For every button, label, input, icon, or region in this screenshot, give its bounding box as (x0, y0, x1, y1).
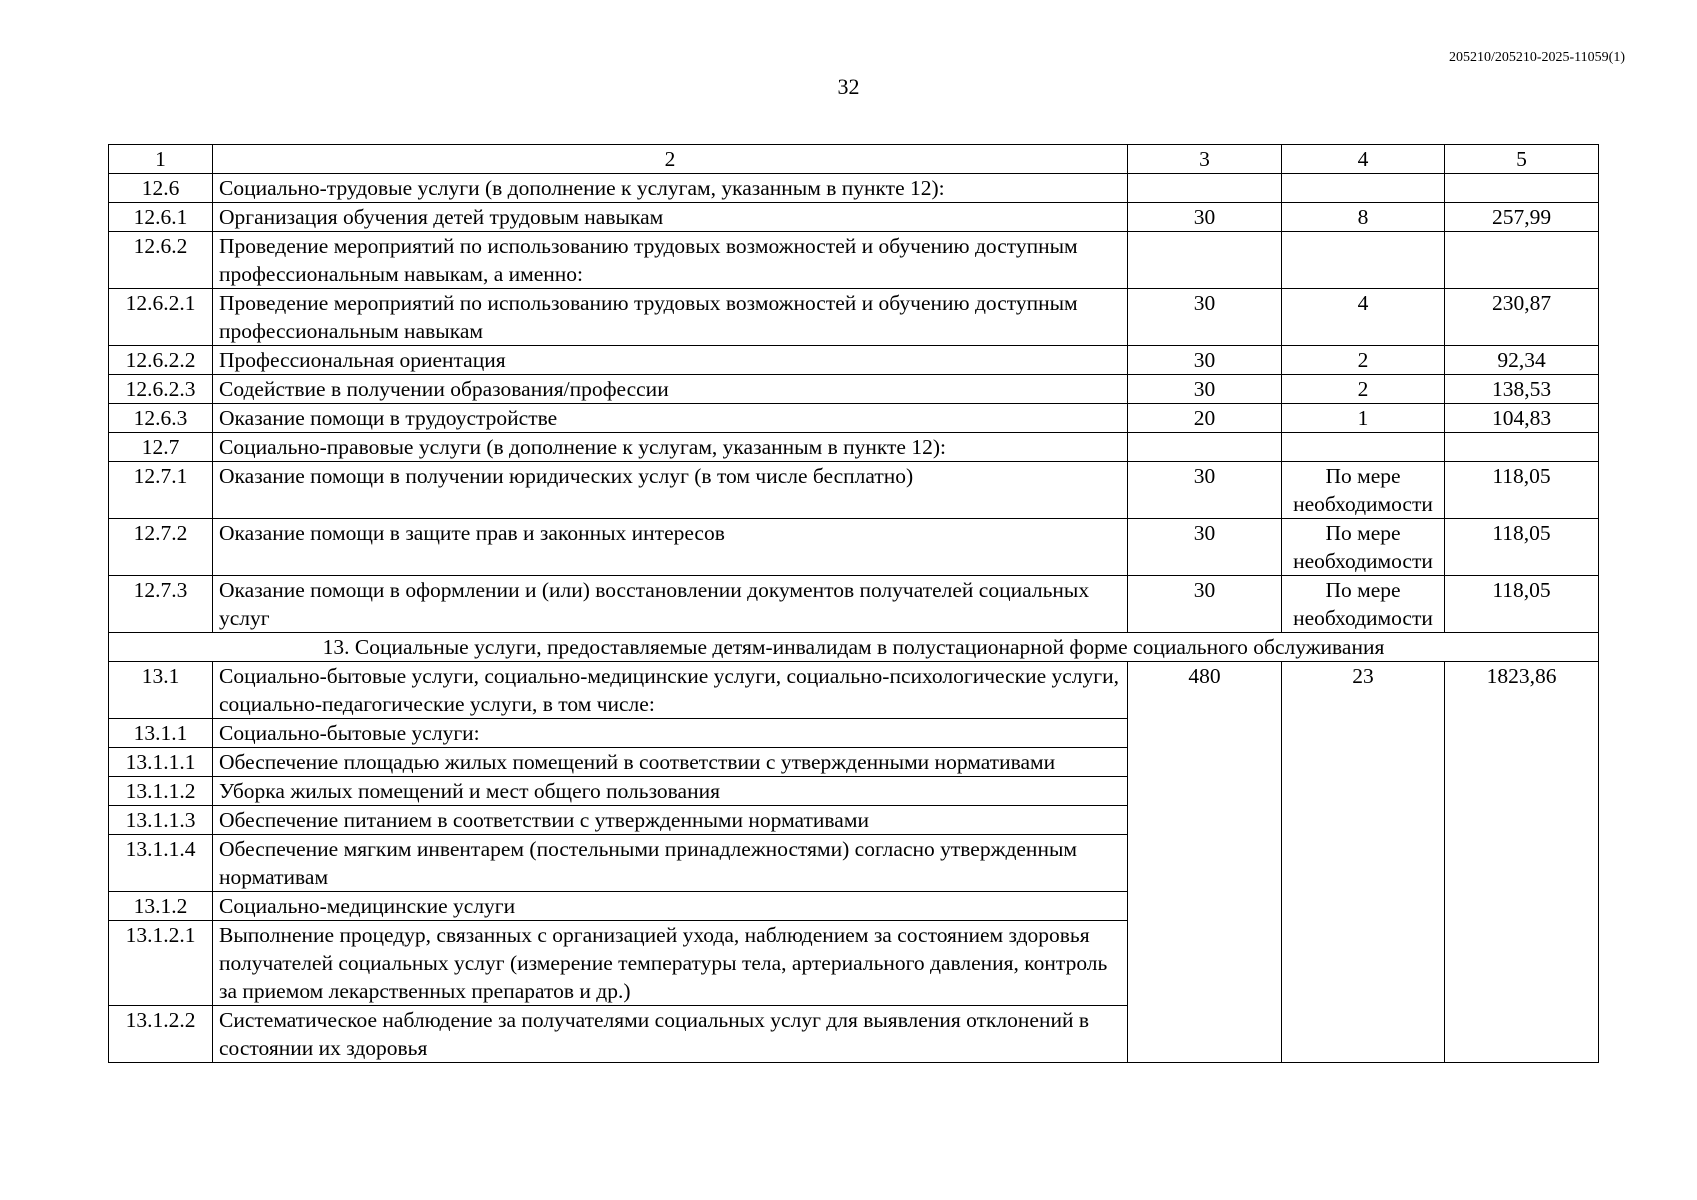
row-number: 12.6.2 (109, 232, 213, 289)
row-price: 118,05 (1445, 462, 1599, 519)
row-time: 30 (1128, 203, 1282, 232)
table-row (109, 404, 1599, 433)
row-number: 12.7.1 (109, 462, 213, 519)
row-service-name: Содействие в получении образования/профессии (213, 375, 1128, 404)
row-number: 13.1.1 (109, 719, 213, 748)
services-table-body (109, 145, 1599, 1063)
row-price (1445, 174, 1599, 203)
row-number: 12.6.3 (109, 404, 213, 433)
row-service-name: Организация обучения детей трудовым навыкам (213, 203, 1128, 232)
row-service-name: Уборка жилых помещений и мест общего пользования (213, 777, 1128, 806)
row-number: 13.1.1.4 (109, 835, 213, 892)
row-frequency (1282, 174, 1445, 203)
row-frequency: 8 (1282, 203, 1445, 232)
table-row (109, 433, 1599, 462)
column-header: 2 (213, 145, 1128, 174)
row-number: 12.7.3 (109, 576, 213, 633)
row-frequency: 4 (1282, 289, 1445, 346)
table-row (109, 346, 1599, 375)
row-service-name: Оказание помощи в оформлении и (или) восстановлении документов получателей социальных услуг (213, 576, 1128, 633)
row-service-name: Оказание помощи в защите прав и законных интересов (213, 519, 1128, 576)
row-service-name: Социально-бытовые услуги, социально-медицинские услуги, социально-психологические услуги, социально-педагогические услуги, в том числе: (213, 662, 1128, 719)
row-service-name: Обеспечение площадью жилых помещений в соответствии с утвержденными нормативами (213, 748, 1128, 777)
row-number: 12.6 (109, 174, 213, 203)
row-price: 118,05 (1445, 576, 1599, 633)
row-time: 30 (1128, 519, 1282, 576)
row-number: 13.1 (109, 662, 213, 719)
row-price: 257,99 (1445, 203, 1599, 232)
table-row (109, 662, 1599, 719)
row-frequency: 23 (1282, 662, 1445, 1063)
row-price (1445, 433, 1599, 462)
row-service-name: Социально-правовые услуги (в дополнение к услугам, указанным в пункте 12): (213, 433, 1128, 462)
table-row (109, 375, 1599, 404)
row-service-name: Обеспечение питанием в соответствии с утвержденными нормативами (213, 806, 1128, 835)
row-service-name: Проведение мероприятий по использованию трудовых возможностей и обучению доступным профессиональным навыкам, а именно: (213, 232, 1128, 289)
row-number: 12.6.2.1 (109, 289, 213, 346)
row-number: 13.1.1.2 (109, 777, 213, 806)
services-table (108, 144, 1599, 1063)
row-frequency: По мере необходимости (1282, 462, 1445, 519)
row-price: 138,53 (1445, 375, 1599, 404)
row-time: 30 (1128, 375, 1282, 404)
row-service-name: Оказание помощи в получении юридических услуг (в том числе бесплатно) (213, 462, 1128, 519)
row-price: 92,34 (1445, 346, 1599, 375)
row-time: 30 (1128, 462, 1282, 519)
column-header: 4 (1282, 145, 1445, 174)
row-number: 12.6.2.3 (109, 375, 213, 404)
table-row (109, 174, 1599, 203)
row-time (1128, 433, 1282, 462)
row-time: 30 (1128, 576, 1282, 633)
row-frequency: По мере необходимости (1282, 519, 1445, 576)
row-time: 480 (1128, 662, 1282, 1063)
row-number: 13.1.2 (109, 892, 213, 921)
column-header: 3 (1128, 145, 1282, 174)
section-row (109, 633, 1599, 662)
table-row (109, 462, 1599, 519)
row-service-name: Выполнение процедур, связанных с организацией ухода, наблюдением за состоянием здоровья получателей социальных услуг (измерение температуры тела, артериального давления, контроль за приемом лекарственных препаратов и др.) (213, 921, 1128, 1006)
row-frequency: По мере необходимости (1282, 576, 1445, 633)
row-service-name: Социально-медицинские услуги (213, 892, 1128, 921)
row-service-name: Профессиональная ориентация (213, 346, 1128, 375)
row-number: 13.1.2.2 (109, 1006, 213, 1063)
row-frequency: 1 (1282, 404, 1445, 433)
row-service-name: Проведение мероприятий по использованию трудовых возможностей и обучению доступным профессиональным навыкам (213, 289, 1128, 346)
row-time (1128, 174, 1282, 203)
row-number: 13.1.2.1 (109, 921, 213, 1006)
row-frequency (1282, 232, 1445, 289)
document-id: 205210/205210-2025-11059(1) (1448, 50, 1625, 65)
column-header-row (109, 145, 1599, 174)
row-price (1445, 232, 1599, 289)
row-time: 30 (1128, 346, 1282, 375)
row-number: 12.7.2 (109, 519, 213, 576)
page-number: 32 (837, 74, 860, 99)
row-service-name: Социально-трудовые услуги (в дополнение к услугам, указанным в пункте 12): (213, 174, 1128, 203)
row-number: 12.7 (109, 433, 213, 462)
column-header: 5 (1445, 145, 1599, 174)
row-service-name: Оказание помощи в трудоустройстве (213, 404, 1128, 433)
row-price: 1823,86 (1445, 662, 1599, 1063)
table-row (109, 232, 1599, 289)
row-price: 230,87 (1445, 289, 1599, 346)
row-number: 12.6.2.2 (109, 346, 213, 375)
row-frequency: 2 (1282, 375, 1445, 404)
row-time (1128, 232, 1282, 289)
row-time: 20 (1128, 404, 1282, 433)
row-service-name: Систематическое наблюдение за получателями социальных услуг для выявления отклонений в состоянии их здоровья (213, 1006, 1128, 1063)
table-row (109, 289, 1599, 346)
row-frequency: 2 (1282, 346, 1445, 375)
section-title: 13. Социальные услуги, предоставляемые детям-инвалидам в полустационарной форме социального обслуживания (109, 633, 1599, 662)
row-service-name: Обеспечение мягким инвентарем (постельными принадлежностями) согласно утвержденным нормативам (213, 835, 1128, 892)
row-price: 118,05 (1445, 519, 1599, 576)
table-row (109, 519, 1599, 576)
row-number: 12.6.1 (109, 203, 213, 232)
row-number: 13.1.1.3 (109, 806, 213, 835)
row-time: 30 (1128, 289, 1282, 346)
row-service-name: Социально-бытовые услуги: (213, 719, 1128, 748)
row-frequency (1282, 433, 1445, 462)
column-header: 1 (109, 145, 213, 174)
row-price: 104,83 (1445, 404, 1599, 433)
row-number: 13.1.1.1 (109, 748, 213, 777)
table-row (109, 576, 1599, 633)
table-row (109, 203, 1599, 232)
